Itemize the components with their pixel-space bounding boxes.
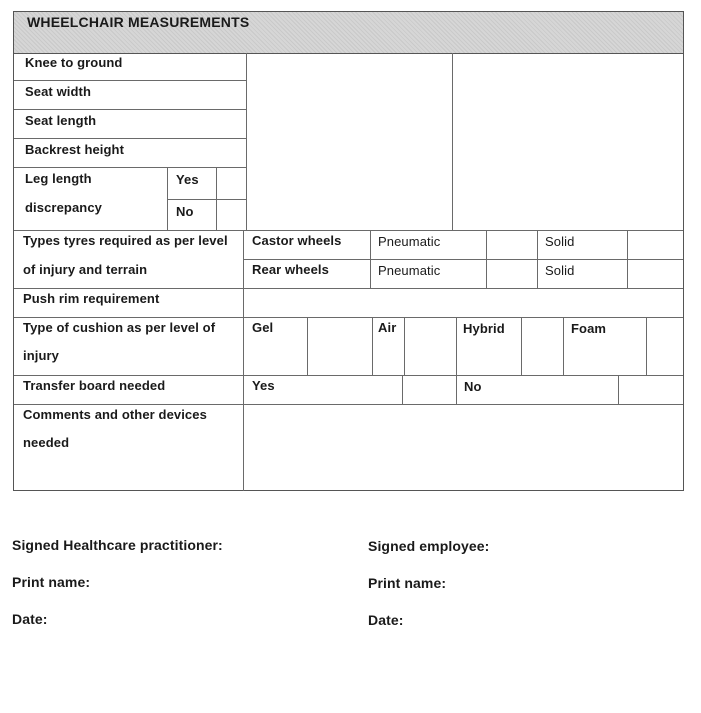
label-castor-wheels: Castor wheels (252, 233, 342, 248)
label-date-practitioner: Date: (12, 611, 48, 627)
option-transfer-yes: Yes (252, 378, 275, 393)
column-divider (167, 167, 168, 230)
row-divider (14, 167, 246, 168)
option-leg-yes: Yes (176, 172, 199, 187)
castor-pneumatic-checkbox[interactable] (487, 231, 536, 258)
option-transfer-no: No (464, 379, 482, 394)
option-cushion-foam: Foam (571, 321, 607, 336)
label-knee-to-ground: Knee to ground (25, 55, 123, 70)
castor-solid-checkbox[interactable] (628, 231, 682, 258)
cushion-hybrid-checkbox[interactable] (522, 318, 562, 374)
label-tyres-required: Types tyres required as per level (23, 233, 228, 248)
leg-length-no-checkbox[interactable] (217, 200, 245, 229)
label-seat-length: Seat length (25, 113, 97, 128)
option-cushion-hybrid: Hybrid (463, 321, 505, 336)
option-castor-pneumatic: Pneumatic (378, 234, 441, 249)
label-comments: Comments and other devices (23, 407, 207, 422)
column-divider (370, 230, 371, 288)
cushion-gel-checkbox[interactable] (308, 318, 371, 374)
column-divider (563, 317, 564, 375)
push-rim-field[interactable] (244, 289, 682, 316)
label-date-employee: Date: (368, 612, 404, 628)
label-cushion-type: Type of cushion as per level of (23, 320, 216, 335)
row-divider (14, 230, 683, 231)
row-divider (14, 109, 246, 110)
cushion-foam-checkbox[interactable] (647, 318, 682, 374)
row-divider (14, 138, 246, 139)
option-castor-solid: Solid (545, 234, 575, 249)
comments-field[interactable] (244, 405, 682, 490)
label-signed-practitioner: Signed Healthcare practitioner: (12, 537, 223, 553)
option-cushion-air: Air (378, 320, 397, 335)
label-leg-length: Leg length (25, 171, 92, 186)
column-divider (456, 317, 457, 375)
transfer-yes-checkbox[interactable] (403, 376, 455, 403)
label-leg-length-discrepancy: discrepancy (25, 200, 102, 215)
label-cushion-injury: injury (23, 348, 59, 363)
label-seat-width: Seat width (25, 84, 92, 99)
column-divider (537, 230, 538, 288)
row-divider (14, 80, 246, 81)
leg-length-yes-checkbox[interactable] (217, 168, 245, 198)
measurement-entry-field[interactable] (453, 54, 682, 229)
rear-solid-checkbox[interactable] (628, 260, 682, 287)
row-divider (14, 375, 683, 376)
form-title: WHEELCHAIR MEASUREMENTS (27, 14, 250, 30)
column-divider (372, 317, 373, 375)
rear-pneumatic-checkbox[interactable] (487, 260, 536, 287)
option-rear-solid: Solid (545, 263, 575, 278)
column-divider (456, 375, 457, 404)
option-cushion-gel: Gel (252, 320, 274, 335)
measurement-entry-field[interactable] (247, 54, 451, 229)
option-leg-no: No (176, 204, 194, 219)
label-signed-employee: Signed employee: (368, 538, 490, 554)
label-print-name-employee: Print name: (368, 575, 447, 591)
option-rear-pneumatic: Pneumatic (378, 263, 441, 278)
label-transfer-board: Transfer board needed (23, 378, 166, 393)
label-tyres-terrain: of injury and terrain (23, 262, 148, 277)
cushion-air-checkbox[interactable] (405, 318, 455, 374)
label-push-rim: Push rim requirement (23, 291, 160, 306)
row-divider (243, 259, 683, 260)
label-print-name-practitioner: Print name: (12, 574, 91, 590)
label-rear-wheels: Rear wheels (252, 262, 329, 277)
transfer-no-checkbox[interactable] (619, 376, 682, 403)
label-comments-needed: needed (23, 435, 70, 450)
label-backrest-height: Backrest height (25, 142, 125, 157)
